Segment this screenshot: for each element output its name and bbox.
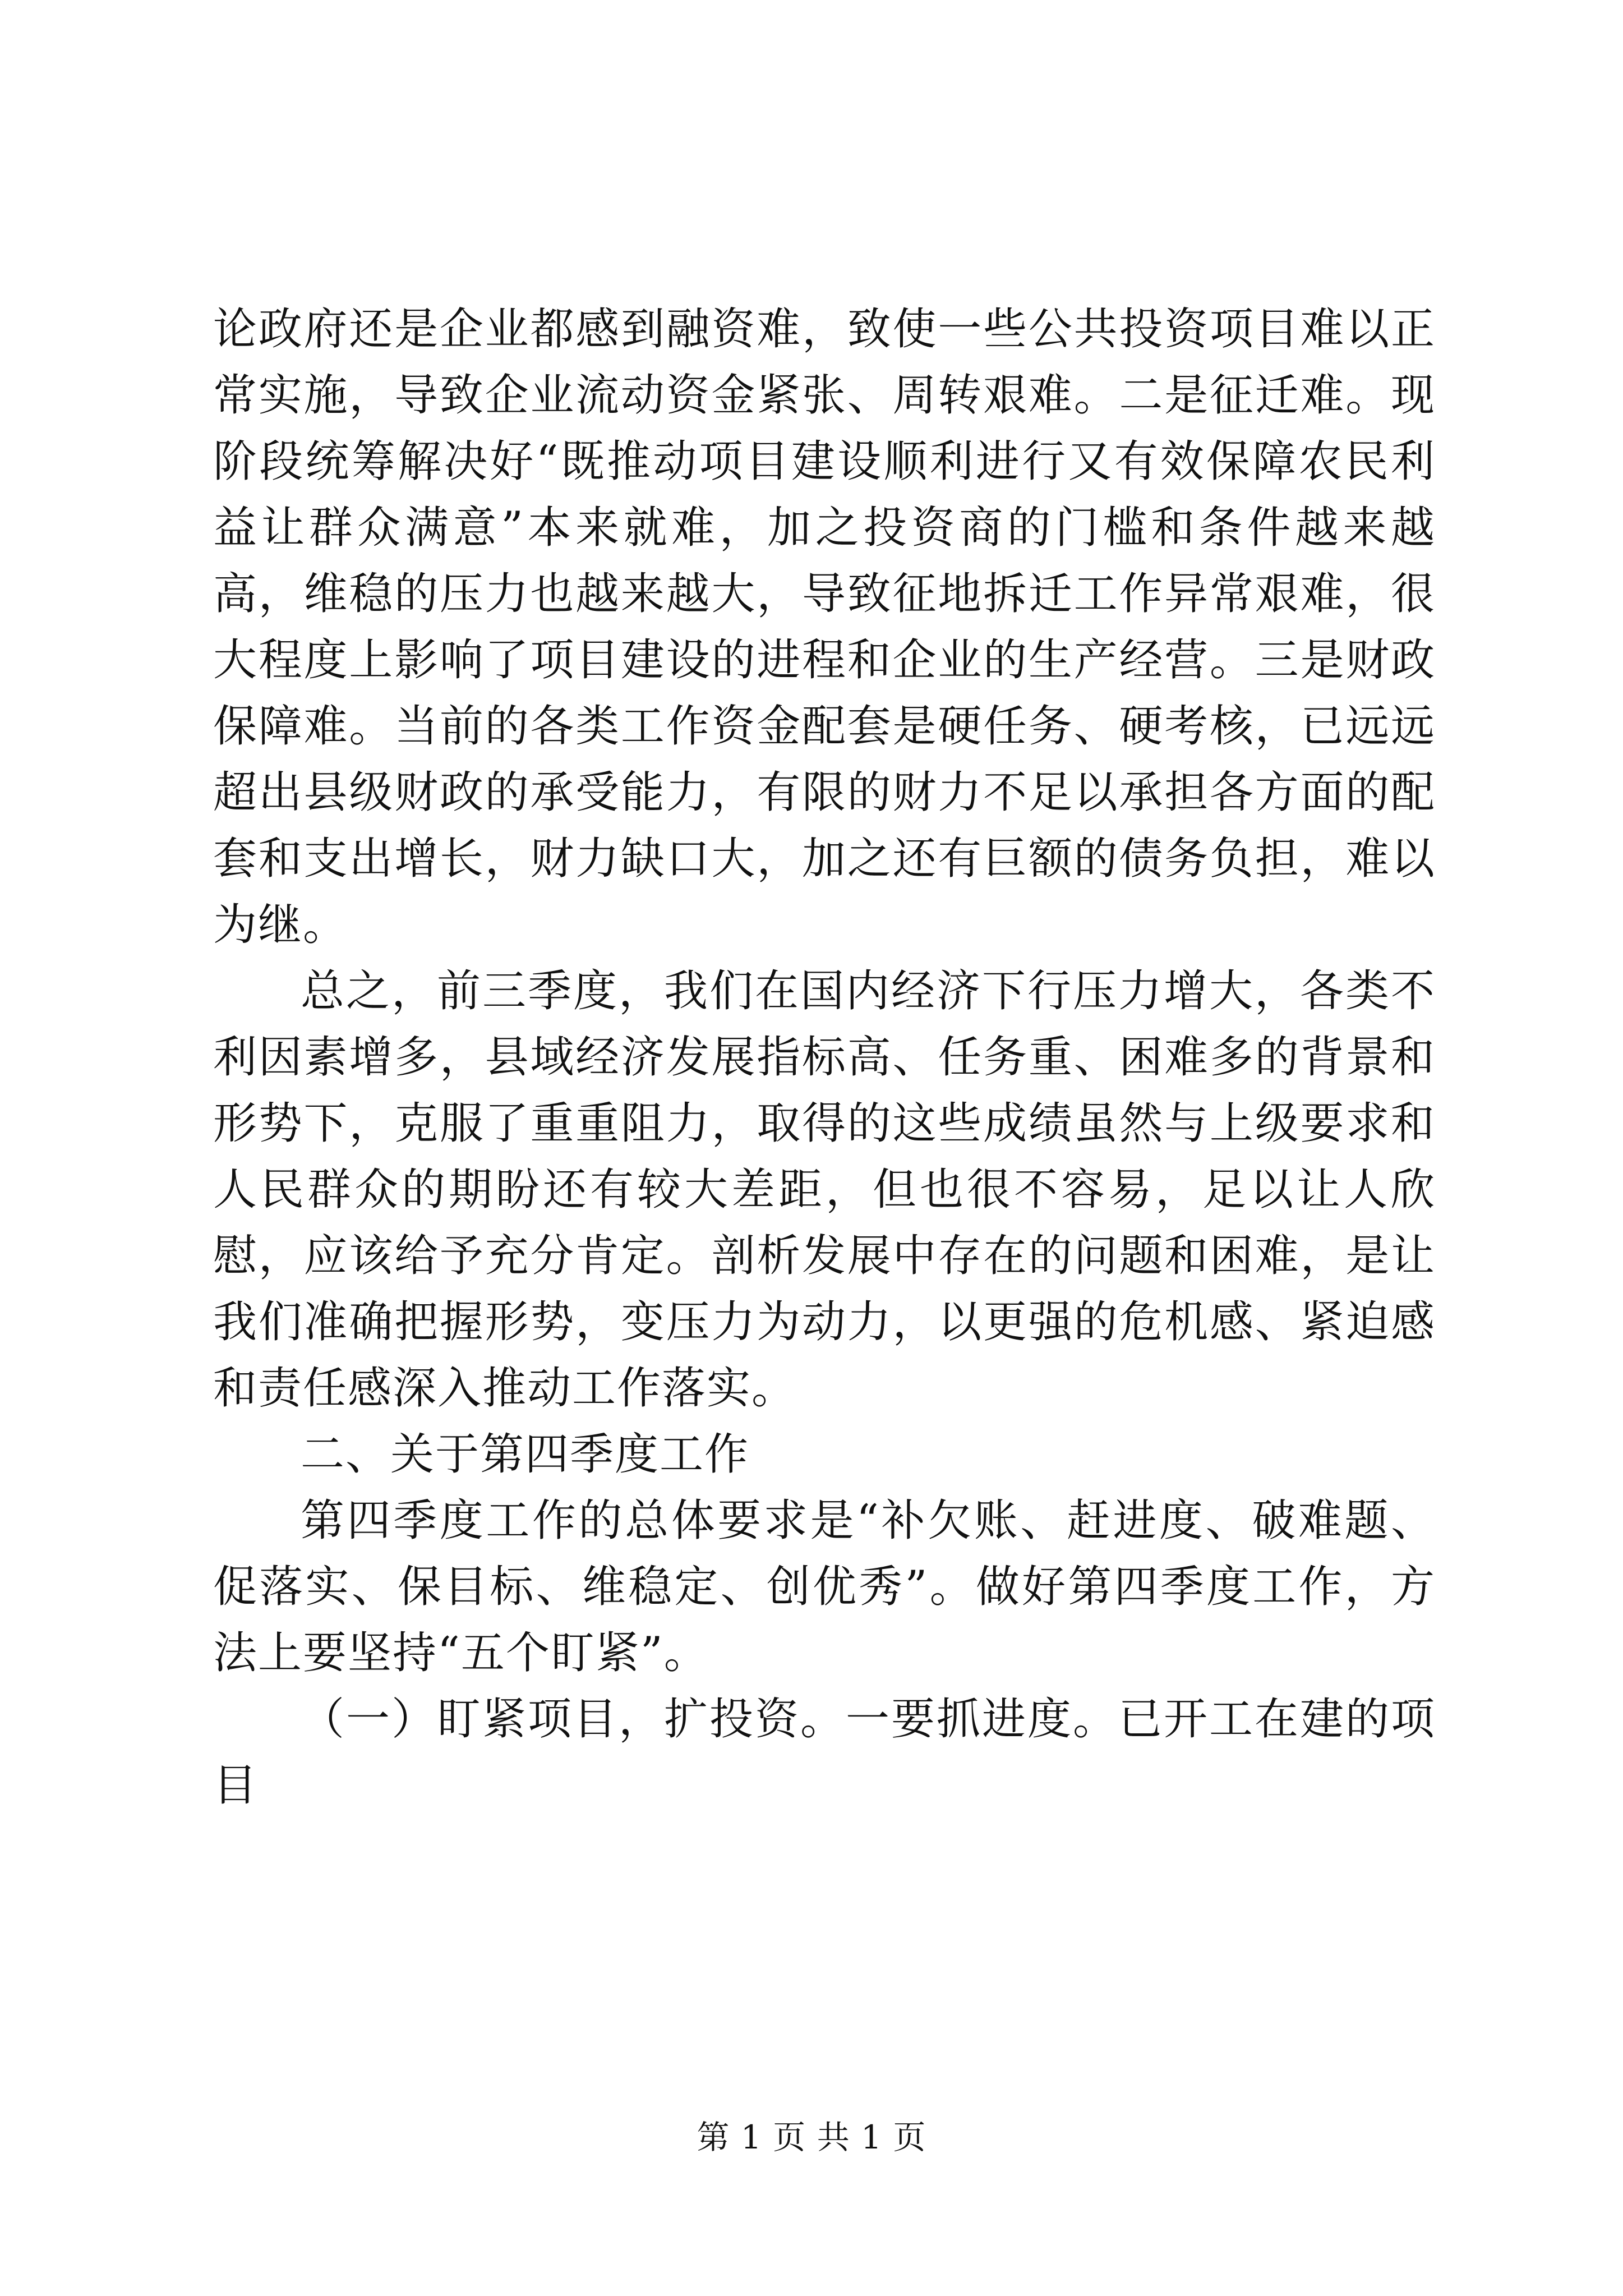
paragraph-projects-investment: （一）盯紧项目，扩投资。一要抓进度。已开工在建的项目 [213,1694,1436,1811]
section-heading-q4-work: 二、关于第四季度工作 [301,1429,750,1480]
page-number-footer: 第 1 页 共 1 页 [697,2118,926,2156]
document-body [213,296,1436,1819]
paragraph-financing-difficulties: 论政府还是企业都感到融资难，致使一些公共投资项目难以正常实施，导致企业流动资金紧张、周转艰难。二是征迁难。现阶段统筹解决好“既推动项目建设顺利进行又有效保障农民利益让群众满意”本来就难，加之投资商的门槛和条件越来越高，维稳的压力也越来越大，导致征地拆迁工作异常艰难，很大程度上影响了项目建设的进程和企业的生产经营。三是财政保障难。当前的各类工作资金配套是硬任务、硬考核，已远远超出县级财政的承受能力，有限的财力不足以承担各方面的配套和支出增长，财力缺口大，加之还有巨额的债务负担，难以为继。 [213,304,1436,950]
paragraph-summary: 总之，前三季度，我们在国内经济下行压力增大，各类不利因素增多，县域经济发展指标高、任务重、困难多的背景和形势下，克服了重重阻力，取得的这些成绩虽然与上级要求和人民群众的期盼还有较大差距，但也很不容易，足以让人欣慰，应该给予充分肯定。剖析发展中存在的问题和困难，是让我们准确把握形势，变压力为动力，以更强的危机感、紧迫感和责任感深入推动工作落实。 [213,966,1436,1414]
paragraph-q4-requirements: 第四季度工作的总体要求是“补欠账、赶进度、破难题、促落实、保目标、维稳定、创优秀”。做好第四季度工作，方法上要坚持“五个盯紧”。 [213,1496,1436,1678]
